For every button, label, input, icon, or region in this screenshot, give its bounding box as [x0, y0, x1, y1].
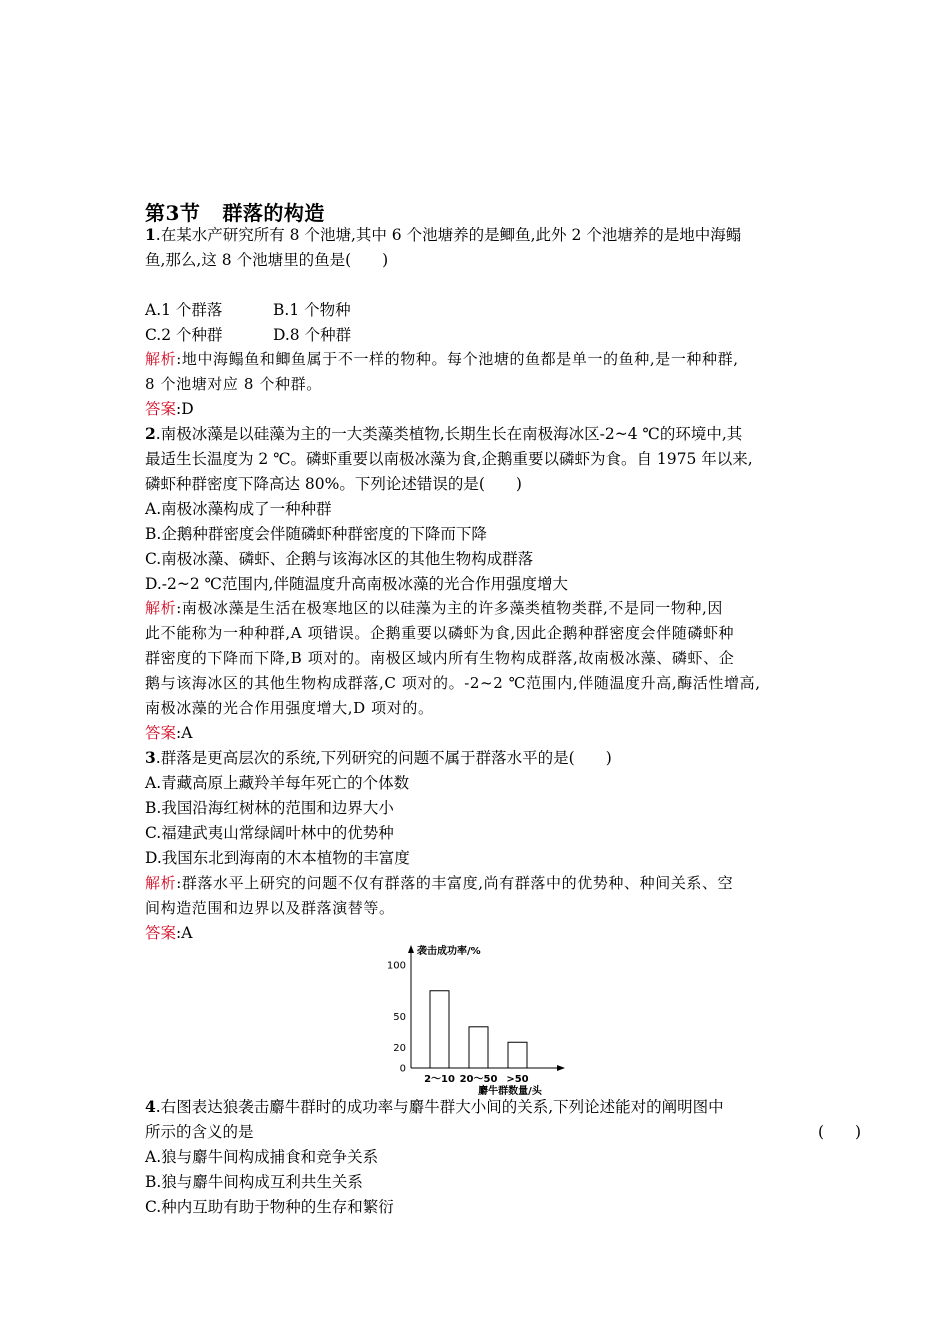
q2-number: 2 [145, 424, 156, 443]
q2-stem-line-2: 最适生长温度为 2 ℃。磷虾重要以南极冰藻为食,企鹅重要以磷虾为食。自 1975 年以来, [145, 450, 753, 468]
q1-number: 1 [145, 225, 156, 244]
y-tick-label: 100 [386, 960, 406, 972]
x-axis-label: 麝牛群数量/头 [478, 1086, 542, 1097]
q1-explanation-label: 解析 [145, 350, 177, 368]
q3-explanation-line-2: 间构造范围和边界以及群落演替等。 [145, 899, 395, 917]
bar [469, 1027, 488, 1068]
q1-explanation-line-2: 8 个池塘对应 8 个种群。 [145, 375, 322, 393]
x-tick-label: 20～50 [459, 1074, 498, 1085]
q2-option-d: D.-2~2 ℃范围内,伴随温度升高南极冰藻的光合作用强度增大 [145, 575, 568, 593]
q2-explanation-line-1: 解析:南极冰藻是生活在极寒地区的以硅藻为主的许多藻类植物类群,不是同一物种,因 [145, 599, 723, 617]
q4-option-b: B.狼与麝牛间构成互利共生关系 [145, 1173, 363, 1191]
q2-stem-line-1: 2.南极冰藻是以硅藻为主的一大类藻类植物,长期生长在南极海冰区-2~4 ℃的环境中,其 [145, 424, 743, 443]
y-tick-label: 50 [393, 1012, 406, 1023]
y-axis-label: 袭击成功率/% [417, 946, 481, 957]
q2-stem-line-3: 磷虾种群密度下降高达 80%。下列论述错误的是( ) [145, 475, 522, 493]
q4-stem-line-2: 所示的含义的是 [145, 1123, 254, 1141]
x-axis-arrow [557, 1065, 565, 1071]
section-title [145, 197, 325, 226]
x-tick-label: 2～10 [424, 1074, 455, 1085]
q1-option-a: A.1 个群落 [145, 301, 223, 319]
x-tick-label: >50 [506, 1074, 529, 1085]
bar-chart [380, 938, 580, 1097]
q1-answer-label: 答案 [145, 400, 177, 418]
q3-stem-line-1: 3.群落是更高层次的系统,下列研究的问题不属于群落水平的是( ) [145, 748, 612, 767]
q2-option-a: A.南极冰藻构成了一种种群 [145, 500, 332, 518]
q2-explanation-line-2: 此不能称为一种种群,A 项错误。企鹅重要以磷虾为食,因此企鹅种群密度会伴随磷虾种 [145, 624, 735, 642]
q4-answer-blank: ( ) [818, 1123, 862, 1141]
q3-answer: 答案:A [145, 924, 193, 942]
q2-answer: 答案:A [145, 724, 193, 742]
q1-answer: 答案:D [145, 400, 194, 418]
q2-explanation-line-4: 鹅与该海冰区的其他生物构成群落,C 项对的。-2~2 ℃范围内,伴随温度升高,酶活性增高, [145, 674, 761, 692]
q1-stem-line-1: 1.在某水产研究所有 8 个池塘,其中 6 个池塘养的是鲫鱼,此外 2 个池塘养的是地中海鳎 [145, 225, 742, 244]
q4-option-a: A.狼与麝牛间构成捕食和竞争关系 [145, 1148, 379, 1166]
q3-explanation-label: 解析 [145, 874, 177, 892]
q3-answer-label: 答案 [145, 924, 177, 942]
q2-explanation-line-3: 群密度的下降而下降,B 项对的。南极区域内所有生物构成群落,故南极冰藻、磷虾、企 [145, 649, 735, 667]
section-number: 第3节 [145, 201, 201, 225]
q3-option-d: D.我国东北到海南的木本植物的丰富度 [145, 849, 410, 867]
q4-stem-line-1: 4.右图表达狼袭击麝牛群时的成功率与麝牛群大小间的关系,下列论述能对的阐明图中 [145, 1097, 724, 1116]
q1-option-b: B.1 个物种 [273, 301, 351, 319]
q4-option-c: C.种内互助有助于物种的生存和繁衍 [145, 1198, 394, 1216]
q4-number: 4 [145, 1097, 156, 1116]
q2-explanation-line-5: 南极冰藻的光合作用强度增大,D 项对的。 [145, 699, 434, 717]
y-axis-arrow [408, 945, 414, 953]
section-name: 群落的构造 [222, 201, 325, 225]
q1-options-row-1 [145, 299, 351, 321]
q1-options-row-2 [145, 324, 352, 346]
q1-explanation-line-1: 解析:地中海鳎鱼和鲫鱼属于不一样的物种。每个池塘的鱼都是单一的鱼种,是一种种群, [145, 350, 739, 368]
q3-number: 3 [145, 748, 156, 767]
q2-option-b: B.企鹅种群密度会伴随磷虾种群密度的下降而下降 [145, 525, 487, 543]
bar [508, 1042, 527, 1068]
q3-explanation-line-1: 解析:群落水平上研究的问题不仅有群落的丰富度,尚有群落中的优势种、种间关系、空 [145, 874, 734, 892]
q3-option-a: A.青藏高原上藏羚羊每年死亡的个体数 [145, 774, 410, 792]
q1-stem-line-2: 鱼,那么,这 8 个池塘里的鱼是( ) [145, 251, 389, 269]
q3-option-b: B.我国沿海红树林的范围和边界大小 [145, 799, 394, 817]
q3-option-c: C.福建武夷山常绿阔叶林中的优势种 [145, 824, 394, 842]
q2-explanation-label: 解析 [145, 599, 177, 617]
q1-option-c: C.2 个种群 [145, 326, 223, 344]
y-tick-label: 20 [393, 1042, 406, 1054]
bar [430, 991, 449, 1068]
q2-answer-label: 答案 [145, 724, 177, 742]
q1-option-d: D.8 个种群 [273, 326, 352, 344]
y-tick-label: 0 [399, 1063, 406, 1075]
q2-option-c: C.南极冰藻、磷虾、企鹅与该海冰区的其他生物构成群落 [145, 550, 534, 568]
